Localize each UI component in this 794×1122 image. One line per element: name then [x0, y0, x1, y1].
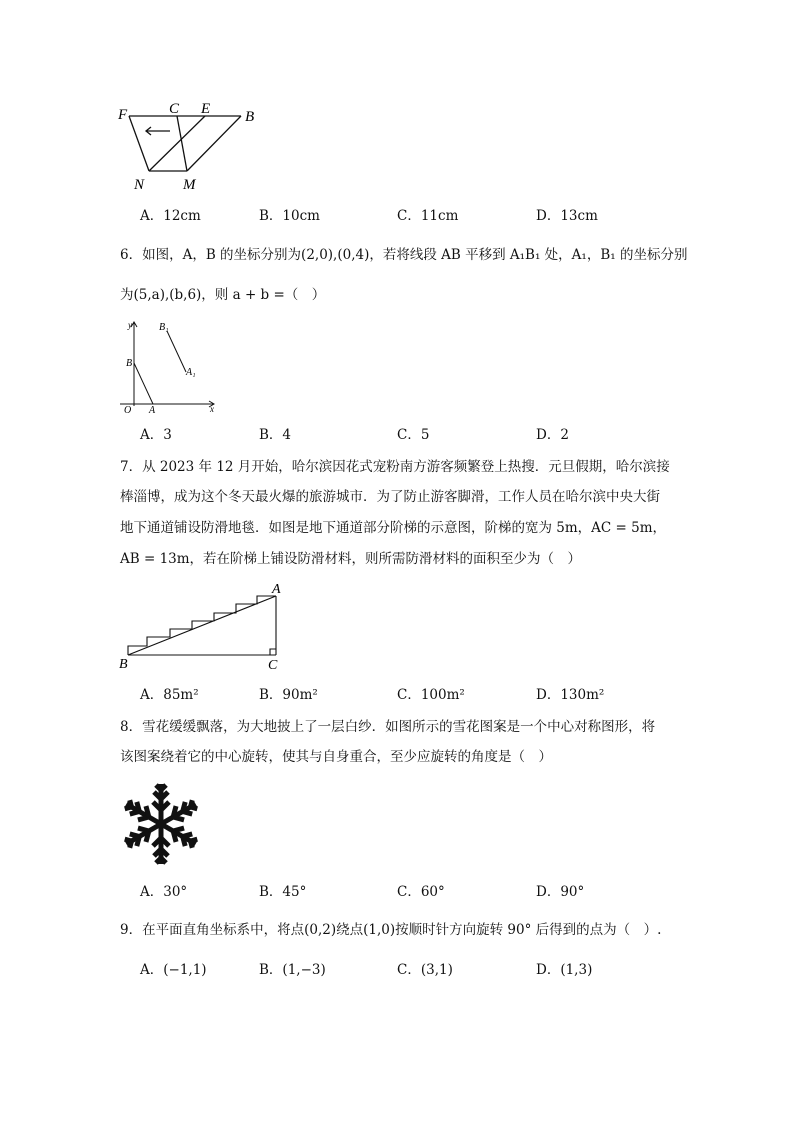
option-text: 60°	[420, 884, 445, 900]
q5-label-M: M	[183, 177, 196, 193]
q7-label-A: A	[272, 582, 281, 597]
q7-label-B: B	[119, 657, 128, 672]
q6-label-O: O	[124, 405, 132, 416]
q5-label-E: E	[201, 101, 211, 117]
option-letter: B．	[259, 427, 283, 443]
q6-label-A: A	[149, 405, 156, 416]
option-letter: A．	[140, 427, 164, 443]
option-text: 10cm	[282, 208, 320, 224]
q7-option-c[interactable]	[397, 685, 465, 705]
snowflake-figure	[116, 778, 206, 870]
q9-option-a[interactable]	[140, 960, 207, 980]
q9-option-c[interactable]	[397, 960, 453, 980]
option-letter: D．	[536, 884, 561, 900]
q9-option-d[interactable]	[536, 960, 592, 980]
option-letter: D．	[536, 687, 561, 703]
option-letter: C．	[397, 687, 421, 703]
option-letter: B．	[259, 208, 283, 224]
option-text: 5	[420, 427, 430, 443]
q5-label-F: F	[118, 107, 128, 123]
q6-label-B: B	[126, 358, 133, 369]
option-text: 30°	[163, 884, 188, 900]
option-text: 130m²	[560, 687, 605, 703]
q6-label-A1: A₁	[186, 367, 196, 378]
q8-option-a[interactable]	[140, 882, 187, 902]
q9-stem-line1: 9．在平面直角坐标系中，将点(0,2)绕点(1,0)按顺时针方向旋转 90° 后得到的点为（ ）.	[120, 922, 662, 938]
option-letter: C．	[397, 427, 421, 443]
option-text: 85m²	[163, 687, 199, 703]
q7-stem-line3: 地下通道铺设防滑地毯．如图是地下通道部分阶梯的示意图，阶梯的宽为 5m，AC = 5m，	[120, 520, 667, 536]
option-letter: B．	[259, 962, 283, 978]
option-text: 100m²	[420, 687, 465, 703]
option-letter: A．	[140, 884, 164, 900]
option-letter: D．	[536, 962, 561, 978]
q5-label-C: C	[169, 101, 180, 117]
option-text: 90°	[560, 884, 585, 900]
q8-stem-line1: 8．雪花缓缓飘落，为大地披上了一层白纱．如图所示的雪花图案是一个中心对称图形，将	[120, 719, 656, 735]
option-text: 11cm	[420, 208, 459, 224]
option-text: 3	[163, 427, 172, 443]
q7-option-b[interactable]	[259, 685, 318, 705]
option-letter: C．	[397, 208, 421, 224]
option-text: 4	[282, 427, 292, 443]
option-letter: B．	[259, 884, 283, 900]
q6-stem-line1: 6．如图，A，B 的坐标分别为(2,0),(0,4)，若将线段 AB 平移到 A₁B₁ 处，A₁，B₁ 的坐标分别	[120, 247, 688, 263]
option-text: 13cm	[560, 208, 598, 224]
q7-stem-line4: AB = 13m，若在阶梯上铺设防滑材料，则所需防滑材料的面积至少为（ ）	[120, 551, 582, 567]
option-text: 2	[560, 427, 569, 443]
q6-label-x: x	[210, 404, 214, 414]
option-letter: D．	[536, 427, 561, 443]
q8-option-c[interactable]	[397, 882, 445, 902]
q8-option-b[interactable]	[259, 882, 306, 902]
q6-label-y: y	[128, 320, 132, 330]
option-text: 90m²	[282, 687, 318, 703]
q6-coordinate-figure	[112, 316, 222, 416]
option-letter: A．	[140, 687, 164, 703]
q5-option-a[interactable]	[140, 206, 201, 226]
q8-stem-line2: 该图案绕着它的中心旋转，使其与自身重合，至少应旋转的角度是（ ）	[120, 749, 552, 765]
q7-staircase-figure	[110, 578, 290, 673]
q5-figure	[110, 96, 270, 196]
option-text: 45°	[282, 884, 307, 900]
option-letter: C．	[397, 962, 421, 978]
q7-option-a[interactable]	[140, 685, 199, 705]
q6-stem-line2: 为(5,a),(b,6)，则 a + b =（ ）	[120, 287, 326, 303]
q5-option-b[interactable]	[259, 206, 320, 226]
option-text: (1,−3)	[282, 962, 326, 978]
q9-option-b[interactable]	[259, 960, 326, 980]
option-text: 12cm	[163, 208, 201, 224]
q8-option-d[interactable]	[536, 882, 584, 902]
option-letter: B．	[259, 687, 283, 703]
option-letter: A．	[140, 962, 164, 978]
q5-option-d[interactable]	[536, 206, 598, 226]
option-letter: D．	[536, 208, 561, 224]
option-text: (1,3)	[560, 962, 593, 978]
q6-option-d[interactable]	[536, 425, 569, 445]
q6-option-c[interactable]	[397, 425, 429, 445]
option-text: (3,1)	[420, 962, 453, 978]
q6-label-B1: B₁	[159, 322, 169, 333]
q5-label-N: N	[134, 177, 145, 193]
option-text: (−1,1)	[163, 962, 207, 978]
option-letter: C．	[397, 884, 421, 900]
option-letter: A．	[140, 208, 164, 224]
q6-option-a[interactable]	[140, 425, 172, 445]
q5-option-c[interactable]	[397, 206, 458, 226]
q7-label-C: C	[268, 658, 278, 673]
q5-label-B: B	[245, 109, 255, 125]
q7-stem-line1: 7．从 2023 年 12 月开始，哈尔滨因花式宠粉南方游客频繁登上热搜．元旦假期，哈尔滨接	[120, 459, 670, 475]
q7-option-d[interactable]	[536, 685, 604, 705]
q7-stem-line2: 棒淄博，成为这个冬天最火爆的旅游城市．为了防止游客脚滑，工作人员在哈尔滨中央大街	[120, 489, 660, 505]
q6-option-b[interactable]	[259, 425, 291, 445]
